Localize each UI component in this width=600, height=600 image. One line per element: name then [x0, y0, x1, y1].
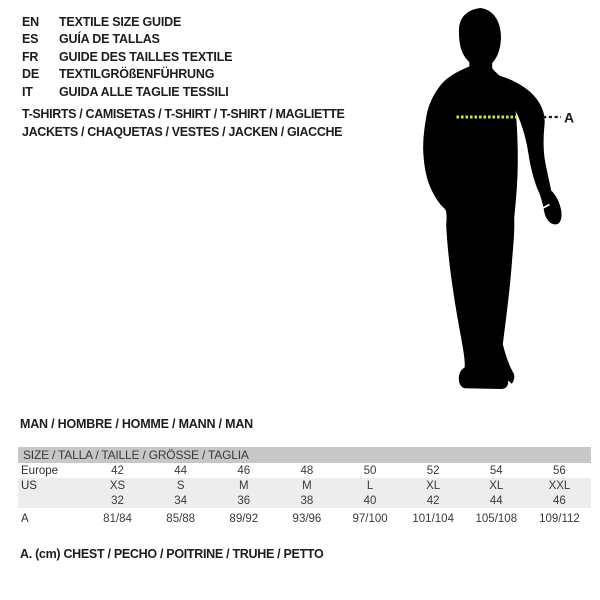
- lang-code: DE: [22, 67, 39, 82]
- cell: 105/108: [475, 512, 518, 525]
- cell: 97/100: [352, 512, 388, 525]
- cell: S: [176, 479, 185, 492]
- cell: 46: [237, 464, 251, 477]
- cell: 40: [363, 494, 377, 507]
- lang-code: EN: [22, 15, 39, 29]
- cell: 81/84: [103, 512, 132, 525]
- cell: XS: [109, 479, 126, 492]
- cell: 42: [426, 494, 440, 507]
- lang-label: GUIDE DES TAILLES TEXTILE: [59, 49, 233, 64]
- cell: 85/88: [166, 512, 196, 525]
- cell: 48: [300, 464, 314, 477]
- cell: 93/96: [292, 512, 322, 525]
- lang-code: FR: [22, 49, 39, 64]
- cell: 56: [553, 464, 566, 477]
- cell: M: [239, 479, 249, 492]
- lang-code: IT: [22, 84, 33, 99]
- lang-row-en: [22, 14, 232, 31]
- lang-label: GUIDA ALLE TAGLIE TESSILI: [59, 84, 229, 99]
- lang-row-es: [22, 31, 232, 48]
- cell: 42: [111, 464, 124, 477]
- cell: 38: [300, 494, 314, 507]
- cell: 44: [489, 494, 503, 507]
- lang-row-fr: [22, 49, 232, 66]
- cell: 36: [237, 494, 251, 507]
- cell: XL: [489, 479, 504, 492]
- cell: 34: [174, 494, 188, 507]
- man-silhouette-figure: [395, 0, 600, 400]
- size-table: [18, 447, 591, 529]
- cell: 89/92: [229, 512, 259, 525]
- table-row-europe: [18, 463, 591, 478]
- cell: 50: [363, 464, 377, 477]
- language-list: [22, 14, 232, 101]
- cell: 32: [111, 494, 124, 507]
- row-label: Europe: [21, 464, 59, 477]
- garment-categories: [22, 106, 345, 141]
- lang-label: TEXTILE SIZE GUIDE: [59, 15, 182, 29]
- table-row-us: [18, 478, 591, 493]
- cell: 44: [174, 464, 188, 477]
- measure-label-a: A: [564, 109, 575, 126]
- cell: 109/112: [539, 512, 580, 525]
- cell: 52: [426, 464, 440, 477]
- cell: XL: [426, 479, 441, 492]
- row-label: US: [21, 479, 37, 492]
- man-silhouette-body: [423, 8, 518, 389]
- cell: 46: [553, 494, 566, 507]
- lang-label: TEXTILGRÖßENFÜHRUNG: [59, 67, 215, 82]
- cell: 101/104: [412, 512, 454, 525]
- measurement-footnote: A. (cm) CHEST / PECHO / POITRINE / TRUHE / PETTO: [20, 547, 324, 561]
- size-table-header: SIZE / TALLA / TAILLE / GRÖSSE / TAGLIA: [18, 447, 591, 463]
- section-title-man: MAN / HOMBRE / HOMME / MANN / MAN: [20, 417, 253, 431]
- lang-code: ES: [22, 32, 39, 47]
- table-row-chest-a: [18, 508, 591, 529]
- row-label: A: [21, 512, 29, 525]
- cell: L: [366, 479, 374, 492]
- cell: 54: [489, 464, 503, 477]
- category-tshirts: T-SHIRTS / CAMISETAS / T-SHIRT / T-SHIRT / MAGLIETTE: [22, 107, 345, 121]
- lang-row-de: [22, 66, 232, 83]
- cell: M: [302, 479, 312, 492]
- lang-label: GUÍA DE TALLAS: [59, 32, 160, 47]
- category-jackets: JACKETS / CHAQUETAS / VESTES / JACKEN / GIACCHE: [22, 124, 343, 139]
- cell: XXL: [548, 479, 571, 492]
- table-row-us-numeric: [18, 493, 591, 508]
- lang-row-it: [22, 84, 232, 101]
